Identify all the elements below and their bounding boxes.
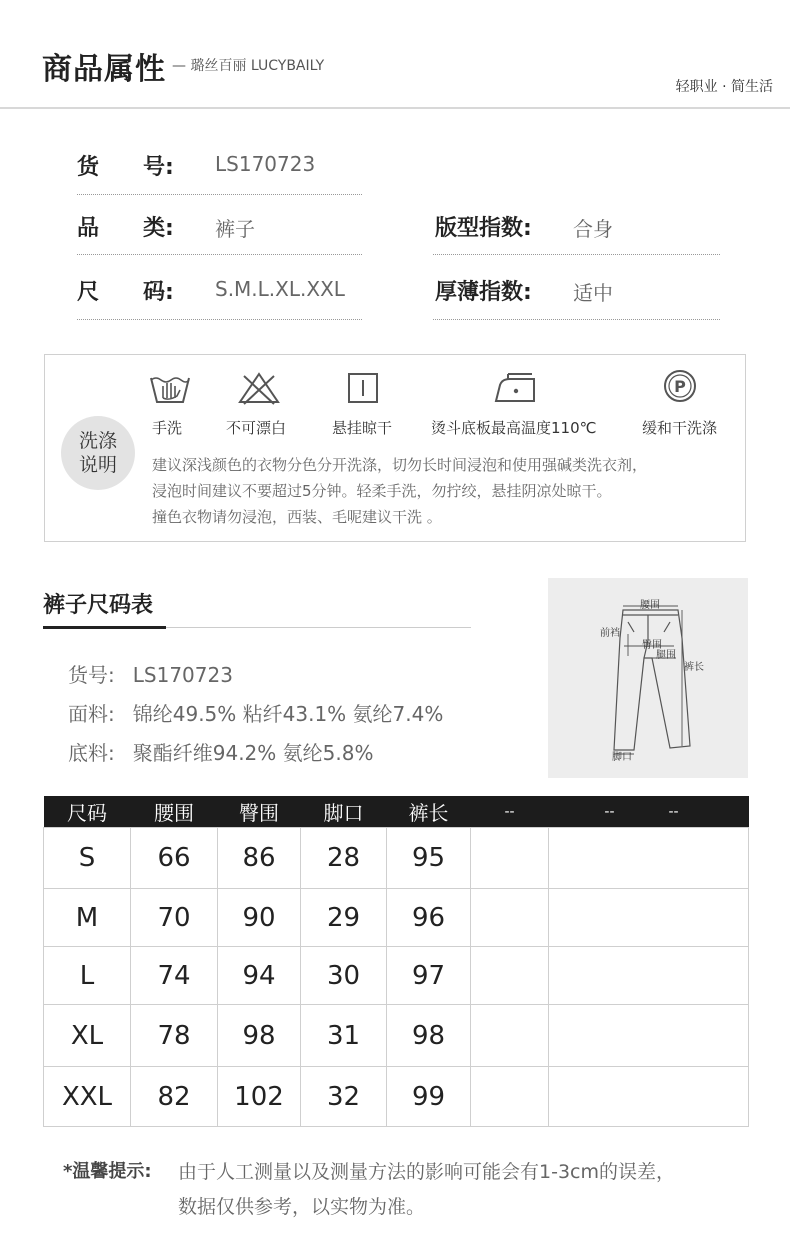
diagram-label-front-rise: 前裆 (600, 628, 620, 639)
cell-length: 96 (387, 889, 471, 947)
diagram-label-waist: 腰围 (640, 600, 660, 611)
tagline: 轻职业 · 简生活 (675, 79, 773, 95)
info-lining (68, 737, 373, 766)
table-row (44, 828, 749, 889)
size-table (43, 796, 749, 1127)
cell-length: 95 (387, 828, 471, 889)
cell-length: 97 (387, 947, 471, 1005)
header-waist: 腰围 (131, 796, 218, 828)
care-badge-line2: 说明 (78, 454, 117, 476)
care-badge-line1: 洗涤 (78, 430, 117, 452)
no-bleach-icon (237, 370, 281, 406)
cell-length: 98 (387, 1005, 471, 1067)
cell-hip: 86 (218, 828, 301, 889)
header-hem: 脚口 (301, 796, 387, 828)
info-fabric (68, 698, 443, 727)
size-chart-title: 裤子尺码表 (43, 593, 154, 618)
header-empty: -- (471, 796, 549, 828)
header-hip: 臀围 (218, 796, 301, 828)
cell-hem: 31 (301, 1005, 387, 1067)
cell-hem: 32 (301, 1067, 387, 1127)
cell-size: XXL (44, 1067, 131, 1127)
category-value: 裤子 (215, 217, 255, 241)
fit-index-value: 合身 (573, 217, 613, 241)
tip-text-line: 由于人工测量以及测量方法的影响可能会有1-3cm的误差， (178, 1161, 675, 1183)
table-row (44, 1067, 749, 1127)
category-label: 品 类: (77, 216, 174, 241)
info-value: 聚酯纤维94.2% 氨纶5.8% (132, 741, 374, 765)
hand-wash-label: 手洗 (152, 419, 183, 437)
info-value: 锦纶49.5% 粘纤43.1% 氨纶7.4% (132, 702, 444, 726)
fit-index-label: 版型指数: (435, 216, 532, 241)
cell-empty (549, 1067, 749, 1127)
pants-measurement-diagram (548, 578, 748, 778)
no-bleach-label: 不可漂白 (226, 419, 287, 437)
cell-hem: 28 (301, 828, 387, 889)
cell-empty (471, 1067, 549, 1127)
cell-hip: 90 (218, 889, 301, 947)
care-badge (61, 416, 135, 490)
cell-size: L (44, 947, 131, 1005)
care-text-line: 浸泡时间建议不要超过5分钟。轻柔手洗，勿拧绞，悬挂阴凉处晾干。 (152, 482, 612, 500)
cell-empty (549, 889, 749, 947)
cell-size: S (44, 828, 131, 889)
cell-length: 99 (387, 1067, 471, 1127)
cell-hem: 30 (301, 947, 387, 1005)
dotted-divider (433, 254, 720, 255)
dotted-divider (77, 319, 362, 320)
info-value: LS170723 (132, 663, 233, 687)
tip-text-line: 数据仅供参考，以实物为准。 (178, 1196, 426, 1218)
cell-empty (471, 828, 549, 889)
info-label: 面料: (68, 702, 115, 726)
item-no-value: LS170723 (215, 152, 316, 176)
table-header-row (44, 796, 749, 828)
thickness-index-label: 厚薄指数: (435, 280, 532, 305)
size-value: S.M.L.XL.XXL (215, 277, 345, 301)
header-size: 尺码 (44, 796, 131, 828)
care-text-line: 撞色衣物请勿浸泡，西装、毛呢建议干洗 。 (152, 508, 442, 526)
cell-empty (471, 947, 549, 1005)
table-row (44, 889, 749, 947)
dotted-divider (77, 254, 362, 255)
page-title: 商品属性 (42, 52, 166, 87)
table-row (44, 1005, 749, 1067)
diagram-label-hip: 臀围 (642, 640, 662, 651)
cell-empty (549, 947, 749, 1005)
cell-empty (549, 828, 749, 889)
dry-clean-icon (658, 368, 702, 404)
dotted-divider (77, 194, 362, 195)
item-no-label: 货 号: (77, 155, 174, 180)
cell-hip: 98 (218, 1005, 301, 1067)
cell-waist: 78 (131, 1005, 218, 1067)
thickness-index-value: 适中 (573, 281, 613, 305)
cell-size: M (44, 889, 131, 947)
table-row (44, 947, 749, 1005)
diagram-label-thigh: 腿围 (656, 650, 676, 661)
svg-text:P: P (674, 377, 686, 396)
diagram-label-length: 裤长 (684, 662, 704, 673)
cell-waist: 70 (131, 889, 218, 947)
tip-label: *温馨提示: (63, 1161, 152, 1182)
hand-wash-icon (148, 370, 192, 406)
header-empty: -- (549, 796, 615, 828)
dry-clean-label: 缓和干洗涤 (642, 419, 718, 437)
hang-dry-icon (341, 370, 385, 406)
info-label: 货号: (68, 663, 115, 687)
cell-waist: 82 (131, 1067, 218, 1127)
header-length: 裤长 (387, 796, 471, 828)
cell-waist: 66 (131, 828, 218, 889)
cell-hip: 102 (218, 1067, 301, 1127)
cell-empty (471, 889, 549, 947)
header-divider (0, 107, 790, 109)
title-underline (43, 626, 166, 629)
cell-empty (549, 1005, 749, 1067)
title-divider (166, 627, 471, 628)
size-label: 尺 码: (77, 280, 174, 305)
dotted-divider (433, 319, 720, 320)
cell-hem: 29 (301, 889, 387, 947)
cell-hip: 94 (218, 947, 301, 1005)
iron-label: 烫斗底板最高温度110℃ (431, 419, 597, 437)
iron-icon (494, 370, 538, 406)
brand-subtitle: — 璐丝百丽 LUCYBAILY (172, 58, 325, 74)
hang-dry-label: 悬挂晾干 (332, 419, 393, 437)
cell-size: XL (44, 1005, 131, 1067)
diagram-label-hem: 脚口 (612, 752, 632, 763)
pants-illustration (548, 578, 748, 778)
info-item-no (68, 659, 233, 688)
cell-empty (471, 1005, 549, 1067)
care-text-line: 建议深浅颜色的衣物分色分开洗涤，切勿长时间浸泡和使用强碱类洗衣剂， (152, 456, 648, 474)
header-empty: -- (615, 796, 749, 828)
info-label: 底料: (68, 741, 115, 765)
cell-waist: 74 (131, 947, 218, 1005)
